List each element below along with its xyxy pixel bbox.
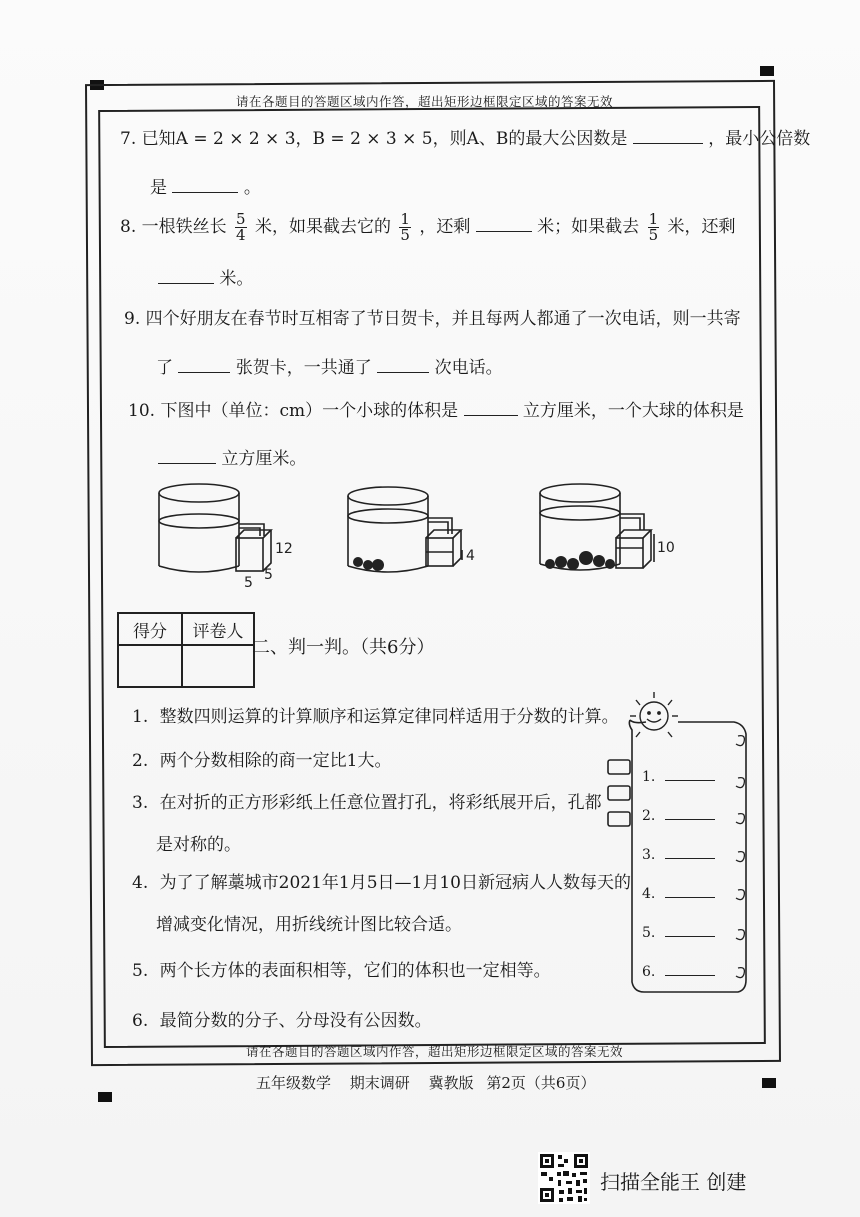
judge-item-3-text-1: 在对折的正方形彩纸上任意位置打孔，将彩纸展开后，孔都 <box>159 793 602 813</box>
question-10-text-b: 立方厘米，一个大球的体积是 <box>522 401 744 421</box>
question-7-blank-lcm[interactable] <box>172 176 238 193</box>
beaker-1 <box>159 484 271 572</box>
judge-item-6-text: 最简分数的分子、分母没有公因数。 <box>159 1011 432 1031</box>
question-7-blank-gcd[interactable] <box>633 127 703 144</box>
beaker-2 <box>348 487 462 572</box>
box-1-depth-label: 5 <box>264 567 273 583</box>
question-10-number: 10. <box>128 401 156 421</box>
question-7-text-c: 是 <box>150 178 167 198</box>
answer-sheet-blank-3[interactable] <box>665 846 715 859</box>
question-9-blank-cards[interactable] <box>178 356 230 373</box>
answer-sheet-label-5: 5. <box>642 925 656 941</box>
judge-item-1-text: 整数四则运算的计算顺序和运算定律同样适用于分数的计算。 <box>159 707 619 727</box>
corner-mark-bottom-right <box>762 1078 776 1088</box>
question-10-line-2 <box>158 444 306 469</box>
judge-item-4-text-1: 为了了解藁城市2021年1月5日—1月10日新冠病人人数每天的 <box>159 873 631 893</box>
question-9-number: 9. <box>124 309 141 329</box>
question-8-text-a: 一根铁丝长 <box>141 217 227 237</box>
score-cell[interactable] <box>118 645 182 687</box>
judge-item-2-text: 两个分数相除的商一定比1大。 <box>159 751 392 771</box>
question-8-blank-1[interactable] <box>476 215 532 232</box>
beaker-figure <box>150 478 710 588</box>
question-7-text-a: 已知A = 2 × 2 × 3，B = 2 × 3 × 5，则A、B的最大公因数是 <box>141 129 628 149</box>
fraction-one-fifth-b: $\frac{1}{5}$ <box>648 210 659 244</box>
question-8-number: 8. <box>120 217 137 237</box>
judge-item-6-number: 6. <box>132 1011 149 1031</box>
question-8-line-1 <box>120 212 736 243</box>
box-1-width-label: 5 <box>244 575 253 588</box>
question-8-text-f: 米。 <box>219 269 254 289</box>
notebook-answer-sheet <box>600 686 760 1002</box>
footer-exam: 期末调研 <box>349 1074 410 1092</box>
sun-icon <box>630 692 678 737</box>
question-8-line-2 <box>158 264 253 289</box>
question-8-blank-2[interactable] <box>158 267 214 284</box>
question-8-text-b: 米，如果截去它的 <box>255 217 391 237</box>
footer-grade: 五年级数学 <box>256 1074 332 1092</box>
question-9-text-d: 次电话。 <box>434 358 503 378</box>
question-7-text-b: ，最小公倍数 <box>708 129 811 149</box>
page-footer <box>256 1072 595 1093</box>
question-7-line-2 <box>150 173 261 198</box>
answer-sheet-blank-2[interactable] <box>665 807 715 820</box>
scanner-watermark-text: 扫描全能王 创建 <box>600 1170 747 1194</box>
grader-header: 评卷人 <box>182 613 254 645</box>
question-9-line-1 <box>124 304 741 329</box>
question-7-text-d: 。 <box>243 178 261 198</box>
answer-sheet-label-6: 6. <box>642 964 656 980</box>
question-10-text-a: 下图中（单位：cm）一个小球的体积是 <box>160 401 459 421</box>
section-2-title: 二、判一判。（共6分） <box>252 637 435 658</box>
fraction-one-fifth-a: $\frac{1}{5}$ <box>400 210 410 244</box>
question-9-text-a: 四个好朋友在春节时互相寄了节日贺卡，并且每两人都通了一次电话，则一共寄 <box>145 309 741 329</box>
qr-code-icon <box>538 1152 590 1204</box>
question-7-line-1 <box>120 124 810 149</box>
judge-item-4-text-2: 增减变化情况，用折线统计图比较合适。 <box>156 915 462 935</box>
footer-page: 第2页（共6页） <box>486 1074 596 1092</box>
fraction-five-fourths: $\frac{5}{4}$ <box>236 210 246 244</box>
judge-item-2-number: 2. <box>132 751 149 771</box>
judge-item-3-number: 3. <box>132 793 149 813</box>
question-10-blank-big-ball[interactable] <box>158 447 216 464</box>
question-7-number: 7. <box>120 129 137 149</box>
answer-sheet-label-2: 2. <box>642 808 656 824</box>
question-9-blank-calls[interactable] <box>377 356 429 373</box>
question-8-text-c: ，还剩 <box>419 217 471 237</box>
answer-sheet-blank-4[interactable] <box>665 885 715 898</box>
judge-item-5-number: 5. <box>132 961 149 981</box>
corner-mark-bottom-left <box>98 1092 112 1102</box>
footer-notice: 请在各题目的答题区域内作答，超出矩形边框限定区域的答案无效 <box>246 1044 624 1059</box>
answer-sheet-label-3: 3. <box>642 847 656 863</box>
judge-item-5-text: 两个长方体的表面积相等，它们的体积也一定相等。 <box>159 961 551 981</box>
score-header: 得分 <box>118 613 182 645</box>
answer-sheet-label-4: 4. <box>642 886 656 902</box>
footer-edition: 冀教版 <box>428 1074 474 1092</box>
question-8-text-d: 米；如果截去 <box>537 217 640 237</box>
box-3-height-label: 10 <box>657 540 675 556</box>
judge-item-3-text-2: 是对称的。 <box>156 835 241 855</box>
answer-sheet-blank-1[interactable] <box>665 768 715 781</box>
spiral-rings <box>736 736 744 978</box>
question-9-text-c: 张贺卡，一共通了 <box>235 358 372 378</box>
score-table <box>117 612 255 688</box>
question-10-text-c: 立方厘米。 <box>221 449 307 469</box>
question-8-text-e: 米，还剩 <box>667 217 736 237</box>
corner-mark-top-right <box>760 66 774 76</box>
judge-item-4-number: 4. <box>132 873 149 893</box>
answer-sheet-blank-6[interactable] <box>665 963 715 976</box>
box-1-height-label: 12 <box>275 541 293 557</box>
question-10-line-1 <box>128 396 744 421</box>
box-2-height-label: 4 <box>466 548 475 564</box>
answer-sheet-blank-5[interactable] <box>665 924 715 937</box>
grader-cell[interactable] <box>182 645 254 687</box>
question-9-line-2 <box>156 353 503 378</box>
question-9-text-b: 了 <box>156 358 173 378</box>
question-10-blank-small-ball[interactable] <box>464 399 518 416</box>
answer-sheet-label-1: 1. <box>642 769 656 785</box>
judge-item-1-number: 1. <box>132 707 149 727</box>
header-notice: 请在各题目的答题区域内作答，超出矩形边框限定区域的答案无效 <box>236 94 614 109</box>
